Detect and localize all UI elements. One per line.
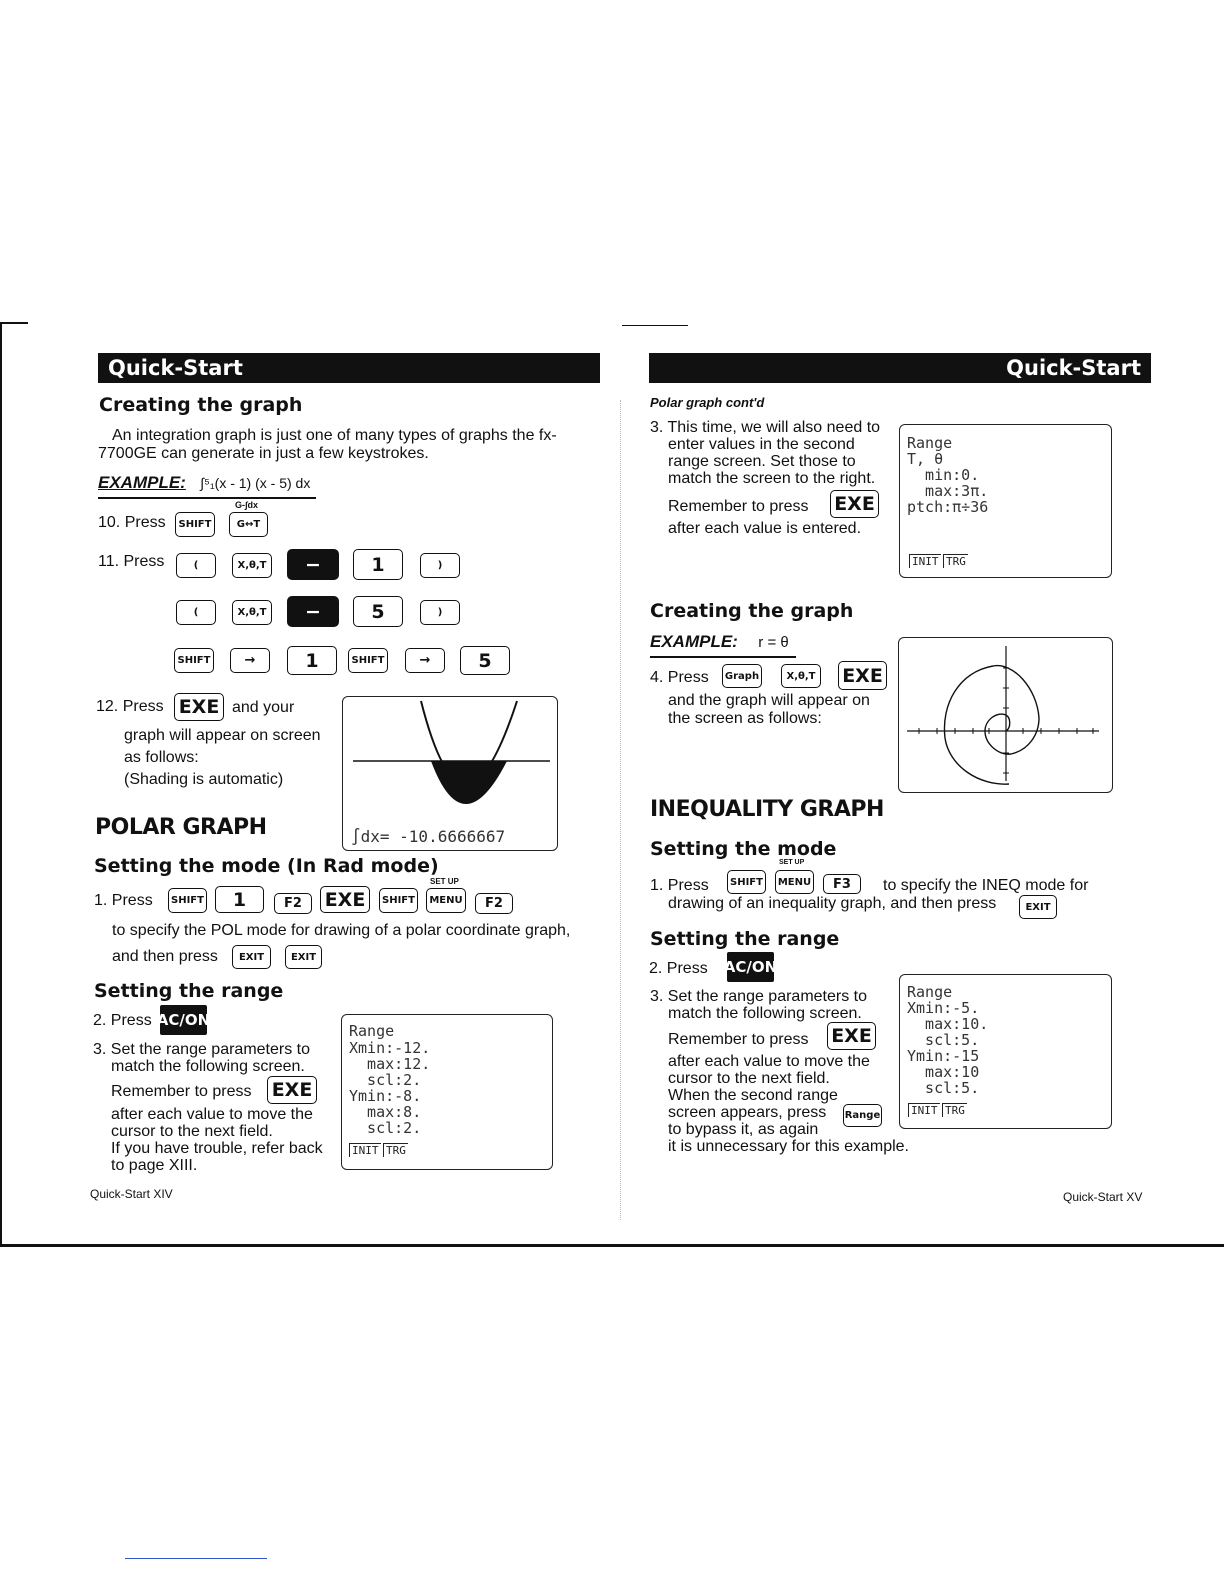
polar-graph-screen <box>898 637 1113 793</box>
right-setup-keytop: SET UP <box>779 859 805 866</box>
range-softkey: TRG <box>383 1143 408 1157</box>
bottom-edge-line <box>0 1244 1224 1247</box>
step4-label: 4. Press <box>650 669 709 686</box>
left-intro: An integration graph is just one of many types of graphs the fx-7700GE can generate in just a few keystrokes. <box>98 427 557 462</box>
right-banner <box>649 353 1151 383</box>
range3-line: Ymin:-15 <box>907 1047 980 1065</box>
right-example-line <box>650 633 789 652</box>
close-paren-key[interactable]: ) <box>420 600 460 625</box>
bottom-blue-line <box>125 1558 267 1559</box>
left-step3-after: If you have trouble, refer back <box>111 1140 323 1157</box>
step12-line: graph will appear on screen <box>124 727 321 744</box>
right-range-heading: Setting the range <box>650 928 840 950</box>
right-step3-line: 3. This time, we will also need to <box>650 419 881 436</box>
setup-keytop: SET UP <box>430 877 459 886</box>
range2-line: ptch:π÷36 <box>907 498 989 516</box>
step4-exe-key[interactable]: EXE <box>838 661 887 690</box>
one-key[interactable]: 1 <box>353 549 403 580</box>
polar-contd-label: Polar graph cont'd <box>650 395 765 410</box>
xthetat-key[interactable]: X,θ,T <box>232 553 272 578</box>
step10-keytop: G-∫dx <box>235 500 258 510</box>
right-r-step3-after: When the second range <box>668 1087 838 1104</box>
right-mode-step1-text: to specify the INEQ mode for <box>883 877 1089 894</box>
left-crop-mark <box>0 322 28 324</box>
range3-line: scl:5. <box>907 1031 980 1049</box>
range3-line: max:10. <box>907 1015 989 1033</box>
right-footer: Quick-Start XV <box>1063 1190 1143 1204</box>
right-example-expr: r = θ <box>758 634 789 651</box>
left-footer: Quick-Start XIV <box>90 1187 173 1201</box>
left-step2-label: 2. Press <box>93 1012 152 1029</box>
left-example-expr: ∫⁵₁(x - 1) (x - 5) dx <box>200 475 311 491</box>
right-banner-title: Quick-Start <box>1006 356 1141 380</box>
right-r-step3-after: screen appears, press <box>668 1104 827 1121</box>
graph-key[interactable]: Graph <box>722 664 762 688</box>
left-example-line <box>98 474 310 493</box>
range2-line: max:3π. <box>907 482 989 500</box>
left-range-heading: Setting the range <box>94 980 284 1002</box>
open-paren-key[interactable]: ( <box>176 553 216 578</box>
f2-key[interactable]: F2 <box>274 893 312 914</box>
step12-line: (Shading is automatic) <box>124 771 284 788</box>
shift-key[interactable]: SHIFT <box>168 888 207 913</box>
right-r-step3-after: it is unnecessary for this example. <box>668 1138 909 1155</box>
minus-key[interactable]: − <box>287 596 339 627</box>
right-creating-heading: Creating the graph <box>650 600 854 622</box>
right-mode-heading: Setting the mode <box>650 838 837 860</box>
range2-line: Range <box>907 434 953 452</box>
range-line: Ymin:-8. <box>349 1087 422 1105</box>
left-step3-after: cursor to the next field. <box>111 1123 273 1140</box>
left-step3-exe-key[interactable]: EXE <box>267 1076 317 1104</box>
left-creating-heading: Creating the graph <box>99 394 303 416</box>
left-banner-title: Quick-Start <box>108 356 243 380</box>
right-r-step3-exe-key[interactable]: EXE <box>827 1022 876 1050</box>
range3-line: max:10 <box>907 1063 980 1081</box>
right-r-step3-line: match the following screen. <box>668 1005 862 1022</box>
xthetat-key[interactable]: X,θ,T <box>232 600 272 625</box>
step10-graph-toggle-key[interactable]: G↔T <box>229 512 268 537</box>
left-step3-after: after each value to move the <box>111 1106 313 1123</box>
right-step3-line: range screen. Set those to <box>668 453 856 470</box>
step12-line: as follows: <box>124 749 199 766</box>
left-mode-heading: Setting the mode (In Rad mode) <box>94 855 439 877</box>
mode-step1-text: to specify the POL mode for drawing of a polar coordinate graph, <box>112 922 571 939</box>
right-step3-exe-key[interactable]: EXE <box>830 490 879 518</box>
step4-line: the screen as follows: <box>668 710 822 727</box>
close-paren-key[interactable]: ) <box>420 553 460 578</box>
exit-key[interactable]: EXIT <box>1019 895 1057 919</box>
right-step3-line: enter values in the second <box>668 436 855 453</box>
open-paren-key[interactable]: ( <box>176 600 216 625</box>
range3-softkey: TRG <box>942 1103 967 1117</box>
arrow-key[interactable]: → <box>405 648 445 673</box>
right-example-label: EXAMPLE: <box>650 632 738 651</box>
ac-on-key[interactable]: AC/ON <box>727 952 774 982</box>
range-line: max:12. <box>349 1055 431 1073</box>
range3-line: scl:5. <box>907 1079 980 1097</box>
right-r-step3-after: to bypass it, as again <box>668 1121 819 1138</box>
range2-line: min:0. <box>907 466 980 484</box>
five-key[interactable]: 5 <box>460 646 510 675</box>
exit-key[interactable]: EXIT <box>285 945 322 969</box>
mode-step1-text2: and then press <box>112 948 218 965</box>
right-r-step3-remember: Remember to press <box>668 1031 809 1048</box>
right-step2-label: 2. Press <box>649 960 708 977</box>
left-step3-line: 3. Set the range parameters to <box>93 1041 311 1058</box>
range-line: scl:2. <box>349 1071 422 1089</box>
inequality-graph-heading: INEQUALITY GRAPH <box>650 797 884 822</box>
mode-step1-label: 1. Press <box>94 892 153 909</box>
right-r-step3-after: after each value to move the <box>668 1053 870 1070</box>
left-example-label: EXAMPLE: <box>98 473 186 492</box>
polar-graph-heading: POLAR GRAPH <box>95 815 267 840</box>
range2-softkey: TRG <box>943 554 968 568</box>
range-softkey: INIT <box>349 1143 381 1157</box>
step11-label: 11. Press <box>98 553 165 570</box>
shift-key[interactable]: SHIFT <box>727 870 766 894</box>
step10-label: 10. Press <box>98 514 166 531</box>
polar-spiral-graph <box>899 638 1111 791</box>
right-step3-remember: Remember to press <box>668 498 809 515</box>
right-step3-after: after each value is entered. <box>668 520 862 537</box>
range3-line: Range <box>907 983 953 1001</box>
shift-key[interactable]: SHIFT <box>379 888 418 913</box>
range-line: max:8. <box>349 1103 422 1121</box>
right-example-underline <box>650 656 796 658</box>
ineq-range-screen <box>899 974 1112 1129</box>
right-r-step3-line: 3. Set the range parameters to <box>650 988 868 1005</box>
shift-key[interactable]: SHIFT <box>348 648 388 673</box>
integration-graph-screen <box>342 696 558 851</box>
step12-text: and your <box>232 699 295 716</box>
range-line: Xmin:-12. <box>349 1039 431 1057</box>
left-edge-line <box>0 322 2 1246</box>
step10-shift-key[interactable]: SHIFT <box>175 512 215 537</box>
integration-readout: ∫dx= -10.6666667 <box>351 827 506 846</box>
exit-key[interactable]: EXIT <box>232 945 271 969</box>
step4-line: and the graph will appear on <box>668 692 870 709</box>
f2-key[interactable]: F2 <box>475 893 513 914</box>
step12-exe-key[interactable]: EXE <box>174 693 224 721</box>
right-mode-step1-text2: drawing of an inequality graph, and then press <box>668 895 997 912</box>
f3-key[interactable]: F3 <box>823 874 861 894</box>
step12-label: 12. Press <box>96 698 164 715</box>
theta-range-screen <box>899 424 1112 578</box>
right-step3-line: match the screen to the right. <box>668 470 876 487</box>
xthetat-key[interactable]: X,θ,T <box>781 664 821 688</box>
five-key[interactable]: 5 <box>353 596 403 627</box>
menu-key[interactable]: MENU <box>426 888 466 913</box>
one-key[interactable]: 1 <box>287 646 337 675</box>
left-step3-remember: Remember to press <box>111 1083 252 1100</box>
menu-key[interactable]: MENU <box>775 870 814 894</box>
right-mode-step1-label: 1. Press <box>650 877 709 894</box>
one-key[interactable]: 1 <box>215 886 264 913</box>
left-step3-line: match the following screen. <box>111 1058 305 1075</box>
top-center-mark <box>622 325 688 326</box>
left-banner <box>98 353 600 383</box>
ac-on-key[interactable]: AC/ON <box>160 1005 207 1035</box>
range3-softkey: INIT <box>908 1103 940 1117</box>
range2-line: T, θ <box>907 450 944 468</box>
minus-key[interactable]: − <box>287 549 339 580</box>
left-step3-after: to page XIII. <box>111 1157 198 1174</box>
range-key[interactable]: Range <box>843 1104 882 1127</box>
range-line: scl:2. <box>349 1119 422 1137</box>
center-fold-line <box>620 400 621 1220</box>
left-range-screen <box>341 1014 553 1170</box>
range2-softkey: INIT <box>909 554 941 568</box>
left-example-underline <box>98 497 316 499</box>
arrow-key[interactable]: → <box>230 648 270 673</box>
range-line: Range <box>349 1022 395 1040</box>
right-r-step3-after: cursor to the next field. <box>668 1070 830 1087</box>
range3-line: Xmin:-5. <box>907 999 980 1017</box>
shift-key[interactable]: SHIFT <box>174 648 214 673</box>
exe-key[interactable]: EXE <box>320 886 370 913</box>
